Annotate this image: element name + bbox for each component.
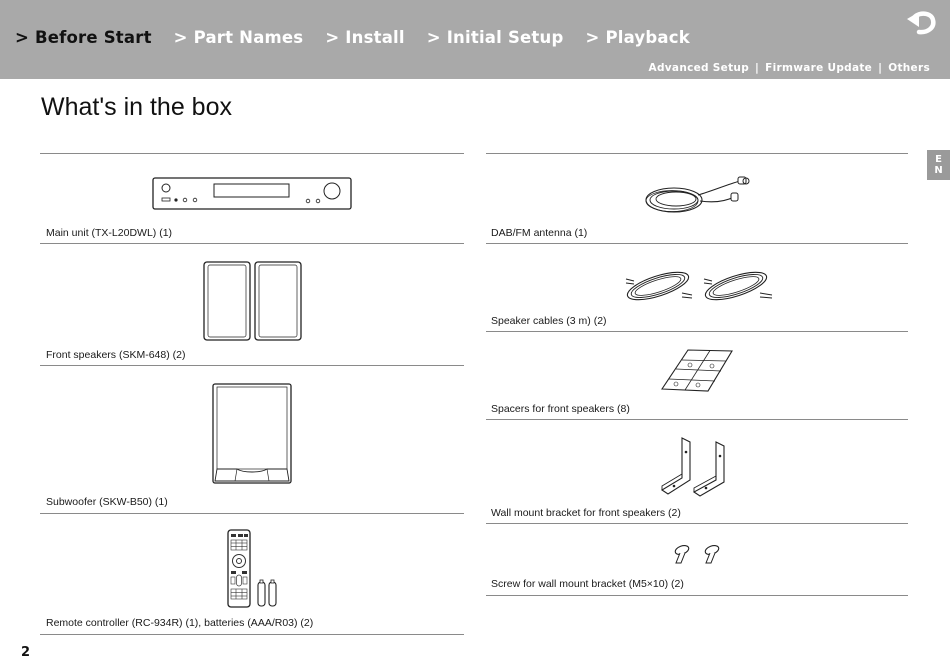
divider <box>486 243 908 244</box>
subwoofer-illustration <box>211 383 293 485</box>
lang-letter: E <box>935 154 942 165</box>
divider <box>486 419 908 420</box>
divider <box>40 153 464 154</box>
divider <box>486 595 908 596</box>
nav-install[interactable]: > Install <box>325 28 405 47</box>
page-title: What's in the box <box>41 93 232 121</box>
divider <box>486 153 908 154</box>
divider <box>40 513 464 514</box>
divider <box>486 331 908 332</box>
wall-bracket-illustration <box>660 436 734 498</box>
language-tab[interactable] <box>927 150 950 180</box>
return-arrow-icon[interactable] <box>905 8 939 36</box>
nav-others[interactable]: Others <box>888 62 930 74</box>
caption-main-unit: Main unit (TX-L20DWL) (1) <box>46 227 173 239</box>
spacers-illustration <box>660 349 734 393</box>
caption-subwoofer: Subwoofer (SKW-B50) (1) <box>46 496 168 508</box>
nav-firmware-update[interactable]: Firmware Update <box>765 62 873 74</box>
nav-playback[interactable]: > Playback <box>585 28 690 47</box>
header-bar <box>0 0 950 79</box>
caption-screw: Screw for wall mount bracket (M5×10) (2) <box>491 578 684 590</box>
caption-remote-controller: Remote controller (RC-934R) (1), batteries (AAA/R03) (2) <box>46 617 314 629</box>
screw-illustration <box>672 543 724 565</box>
nav-advanced-setup[interactable]: Advanced Setup <box>648 62 750 74</box>
caption-front-speakers: Front speakers (SKM-648) (2) <box>46 349 186 361</box>
nav-initial-setup[interactable]: > Initial Setup <box>426 28 564 47</box>
caption-antenna: DAB/FM antenna (1) <box>491 227 588 239</box>
lang-letter: N <box>934 165 943 176</box>
divider <box>40 243 464 244</box>
caption-spacers: Spacers for front speakers (8) <box>491 403 630 415</box>
sub-nav <box>649 62 930 74</box>
main-nav <box>15 28 712 47</box>
divider <box>486 523 908 524</box>
nav-before-start[interactable]: > Before Start <box>15 28 152 47</box>
subnav-separator: | <box>755 62 760 74</box>
nav-part-names[interactable]: > Part Names <box>173 28 304 47</box>
divider <box>40 634 464 635</box>
divider <box>40 365 464 366</box>
subnav-separator: | <box>878 62 883 74</box>
main-unit-illustration <box>152 177 352 211</box>
antenna-illustration <box>642 173 752 219</box>
page-number: 2 <box>21 645 31 660</box>
caption-speaker-cables: Speaker cables (3 m) (2) <box>491 315 607 327</box>
remote-controller-illustration <box>226 529 282 609</box>
caption-wall-bracket: Wall mount bracket for front speakers (2) <box>491 507 681 519</box>
speaker-cables-illustration <box>622 267 776 303</box>
front-speakers-illustration <box>203 260 303 342</box>
